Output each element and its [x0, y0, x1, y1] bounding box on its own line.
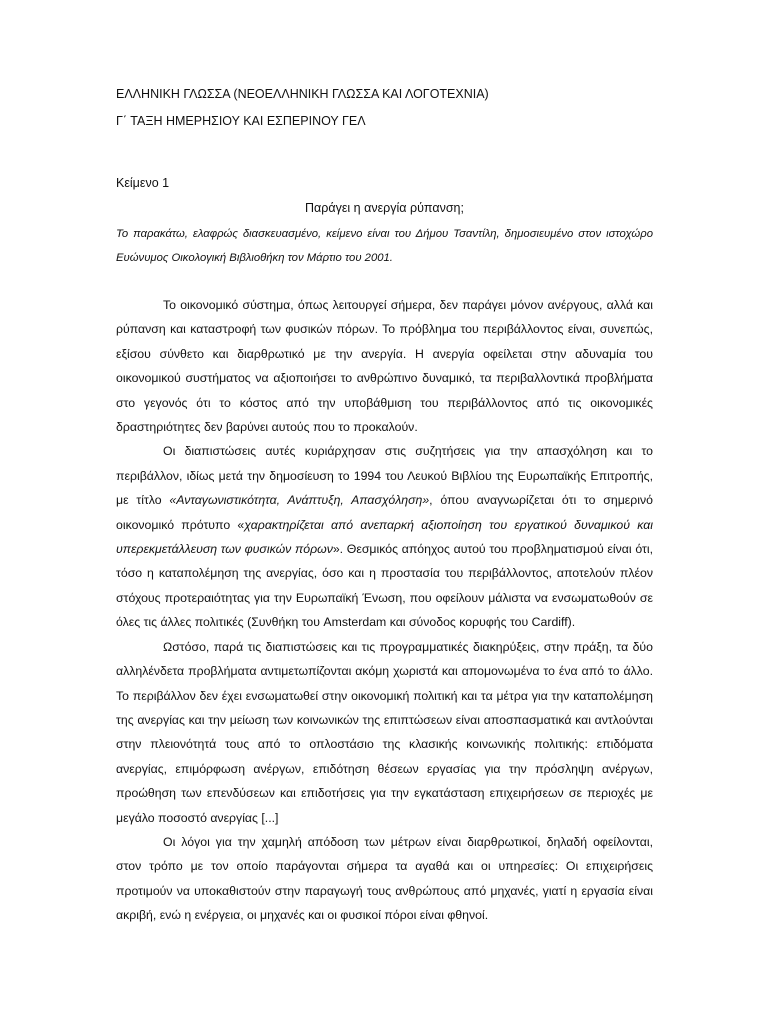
paragraph-2-part-c: , όπου αναγνωρίζεται ότι το σημερινό οικονομικό πρότυπο « [116, 493, 653, 532]
quoted-statement: χαρακτηρίζεται από ανεπαρκή αξιοποίηση του εργατικού δυναμικού και υπερεκμετάλλευση των φυσικών πόρων [116, 517, 653, 557]
paragraph-2-part-a: Οι διαπιστώσεις αυτές κυριάρχησαν στις συζητήσεις για την απασχόληση και το περιβάλλον, ιδίως μετά την δημοσίευση το 1994 του Λευκού Βιβλίου της Ευρωπαϊκής Επιτροπής, με τίτλο [116, 444, 653, 508]
text-title: Παράγει η ανεργία ρύπανση; [305, 201, 464, 215]
paragraph-1: Το οικονομικό σύστημα, όπως λειτουργεί σήμερα, δεν παράγει μόνον ανέργους, αλλά και ρύπανση και καταστροφή των φυσικών πόρων. Το πρόβλημα του περιβάλλοντος είναι, συνεπώς, εξίσου σύνθετο και διαρθρωτικό με την ανεργία. Η ανεργία οφείλεται στην αδυναμία του οικονομικού συστήματος να αξιοποιήσει το ανθρώπινο δυναμικό, τα περιβαλλοντικά προβλήματα στο γεγονός ότι το κόστος από την υποβάθμιση του περιβάλλοντος από τις οικονομικές δραστηριότητες δεν βαρύνει αυτούς που το προκαλούν. [116, 298, 653, 435]
white-paper-title: «Ανταγωνιστικότητα, Ανάπτυξη, Απασχόληση» [169, 493, 430, 508]
exam-class-heading: Γ΄ ΤΑΞΗ ΗΜΕΡΗΣΙΟΥ ΚΑΙ ΕΣΠΕΡΙΝΟΥ ΓΕΛ [116, 114, 366, 128]
paragraph-4: Οι λόγοι για την χαμηλή απόδοση των μέτρων είναι διαρθρωτικοί, δηλαδή οφείλονται, στον τρόπο με τον οποίο παράγονται σήμερα τα αγαθά και οι υπηρεσίες: Οι επιχειρήσεις προτιμούν να υποκαθιστούν στην παραγωγή τους ανθρώπους από μηχανές, γιατί η εργασία είναι ακριβή, ενώ η ενέργεια, οι μηχανές και οι φυσικοί πόροι είναι φθηνοί. [116, 834, 653, 923]
text-label: Κείμενο 1 [116, 176, 170, 190]
paragraph-2 [116, 439, 653, 634]
exam-subject-heading: ΕΛΛΗΝΙΚΗ ΓΛΩΣΣΑ (ΝΕΟΕΛΛΗΝΙΚΗ ΓΛΩΣΣΑ ΚΑΙ ΛΟΓΟΤΕΧΝΙΑ) [116, 87, 489, 101]
paragraph-3: Ωστόσο, παρά τις διαπιστώσεις και τις προγραμματικές διακηρύξεις, στην πράξη, τα δύο αλληλένδετα προβλήματα αντιμετωπίζονται ακόμη χωριστά και απομονωμένα το ένα από το άλλο. Το περιβάλλον δεν έχει ενσωματωθεί στην οικονομική πολιτική και τα μέτρα για την καταπολέμηση της ανεργίας και την μείωση των κοινωνικών της επιπτώσεων είναι αποσπασματικά και αντλούνται στην πλειονότητά τους από το οπλοστάσιο της κλασικής κοινωνικής πολιτικής: επιδόματα ανεργίας, επιμόρφωση ανέργων, επιδότηση θέσεων εργασίας για την πρόσληψη ανέργων, προώθηση των επενδύσεων και επιδοτήσεις για την εγκατάσταση επιχειρήσεων σε περιοχές με μεγάλο ποσοστό ανεργίας [...] [116, 639, 653, 825]
source-note: Το παρακάτω, ελαφρώς διασκευασμένο, κείμενο είναι του Δήμου Τσαντίλη, δημοσιευμένο στον ιστοχώρο Ευώνυμος Οικολογική Βιβλιοθήκη τον Μάρτιο του 2001. [116, 228, 653, 264]
document-page [116, 86, 653, 928]
paragraph-2-part-e: ». Θεσμικός απόηχος αυτού του προβληματισμού είναι ότι, τόσο η καταπολέμηση της ανεργίας, όσο και η προστασία του περιβάλλοντος, αποτελούν πλέον στόχους προτεραιότητας για την Ευρωπαϊκή Ένωση, που οφείλουν μάλιστα να ενσωματωθούν σε όλες τις άλλες πολιτικές (Συνθήκη του Amsterdam και σύνοδος κορυφής του Cardiff). [116, 542, 653, 630]
